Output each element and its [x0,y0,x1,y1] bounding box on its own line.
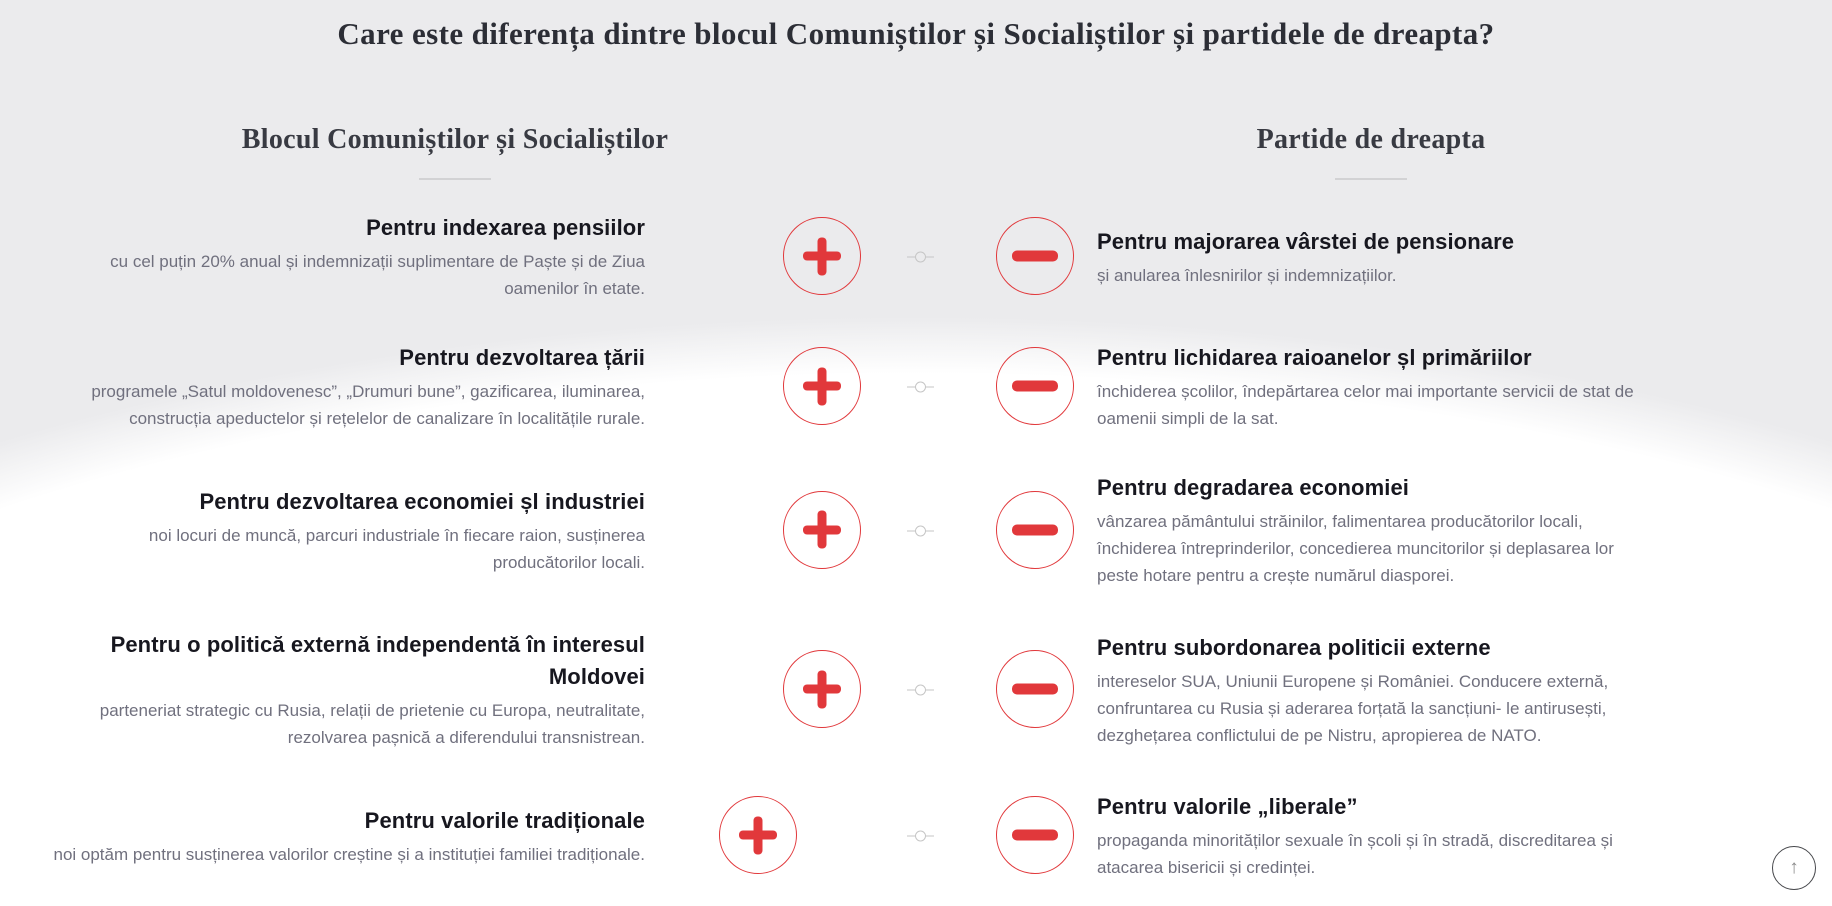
plus-icon [783,217,861,295]
connector-dot [915,831,926,842]
left-item-description: noi optăm pentru susținerea valorilor creștine și a instituției familiei tradiționale. [53,844,645,864]
plus-icon [783,491,861,569]
row-icons [645,796,1097,876]
plus-glyph [739,831,777,840]
minus-icon [996,491,1074,569]
minus-icon [996,650,1074,728]
connector-icon [907,382,934,393]
connector-line [907,836,915,837]
left-item-description: noi locuri de muncă, parcuri industriale în fiecare raion, susținerea producătorilor locali. [148,525,645,572]
right-column-header [910,124,1832,180]
minus-icon [996,796,1074,874]
connector-line [907,387,915,388]
row-icons [645,650,1097,730]
connector-icon [907,685,934,696]
plus-glyph [803,382,841,391]
left-item-description: cu cel puțin 20% anual și indemnizații suplimentare de Paște și de Ziua oamenilor în etate. [110,252,645,298]
plus-glyph [803,252,841,261]
connector-line [926,690,934,691]
connector-line [926,257,934,258]
right-item [1097,791,1645,881]
minus-glyph [1012,830,1058,841]
comparison-row [0,791,1832,881]
scroll-to-top-button[interactable] [1772,846,1816,890]
connector-line [926,530,934,531]
plus-icon [783,650,861,728]
column-headers [0,124,1832,180]
connector-dot [915,252,926,263]
plus-icon [719,796,797,874]
right-item [1097,632,1645,749]
minus-icon [996,347,1074,425]
right-item-title: Pentru degradarea economiei [1097,475,1410,500]
right-item-title: Pentru lichidarea raioanelor șl primăriilor [1097,345,1532,370]
connector-icon [907,252,934,263]
left-item-description: programele „Satul moldovenesc”, „Drumuri bune”, gazificarea, iluminarea, construcția apeductelor și rețelelor de canalizare în localitățile rurale. [91,382,645,428]
left-item [0,486,645,576]
connector-icon [907,831,934,842]
right-item-description: propaganda minorităților sexuale în școli și în stradă, discreditarea și atacarea bisericii și credinței. [1097,831,1613,877]
connector-dot [915,685,926,696]
right-item [1097,226,1645,289]
left-item-title: Pentru indexarea pensiilor [366,215,645,240]
right-item-description: vânzarea pământului străinilor, falimentarea producătorilor locali, închiderea întreprinderilor, concedierea muncitorilor și deplasarea lor peste hotare pentru a crește numărul diasporei. [1097,512,1614,585]
right-item-title: Pentru majorarea vârstei de pensionare [1097,228,1515,254]
minus-glyph [1012,251,1058,262]
page-title: Care este diferența dintre blocul Comuniștilor și Socialiștilor și partidele de dreapta? [337,16,1495,51]
right-item-description: închiderea școlilor, îndepărtarea celor mai importante servicii de stat de oamenii simpli de la sat. [1097,382,1634,428]
plus-glyph [803,525,841,534]
left-item-title: Pentru valorile tradiționale [364,807,645,833]
left-item [0,629,645,751]
left-item-title: Pentru o politică externă independentă în interesul Moldovei [110,632,645,689]
right-item-title: Pentru subordonarea politicii externe [1097,634,1491,660]
left-column-header [0,124,910,180]
comparison-rows [0,212,1832,881]
connector-line [907,257,915,258]
comparison-row [0,629,1832,751]
right-item [1097,342,1645,432]
connector-icon [907,525,934,536]
row-icons [645,347,1097,427]
plus-glyph [803,685,841,694]
left-item-description: parteneriat strategic cu Rusia, relații de prietenie cu Europa, neutralitate, rezolvarea pașnică a diferendului transnistrean. [99,701,645,747]
arrow-up-icon: ↑ [1789,857,1799,878]
right-item-title: Pentru valorile „liberale” [1097,794,1358,819]
minus-glyph [1012,524,1058,535]
left-item [0,212,645,302]
minus-glyph [1012,684,1058,695]
right-item-description: intereselor SUA, Uniunii Europene și României. Conducere externă, confruntarea cu Rusia și aderarea forțată la sancțiuni- le antirusești, dezghețarea conflictului de pe Nistru, apropierea de NATO. [1097,671,1609,745]
connector-dot [915,382,926,393]
left-item-title: Pentru dezvoltarea economiei șl industriei [199,488,645,514]
heading-divider [419,178,491,180]
row-icons [645,217,1097,297]
comparison-row [0,472,1832,589]
left-item [0,342,645,432]
heading-divider [1335,178,1407,180]
left-item [0,805,645,868]
minus-icon [996,217,1074,295]
connector-line [907,690,915,691]
connector-dot [915,525,926,536]
right-column-heading: Partide de dreapta [1256,124,1486,155]
left-item-title: Pentru dezvoltarea țării [399,345,645,370]
minus-glyph [1012,381,1058,392]
connector-line [926,836,934,837]
comparison-row [0,342,1832,432]
plus-icon [783,347,861,425]
right-item [1097,472,1645,589]
left-column-heading: Blocul Comuniștilor și Socialiștilor [241,124,669,155]
connector-line [926,387,934,388]
row-icons [645,491,1097,571]
connector-line [907,530,915,531]
right-item-description: și anularea înlesnirilor și indemnizațiilor. [1097,265,1397,285]
comparison-row [0,212,1832,302]
